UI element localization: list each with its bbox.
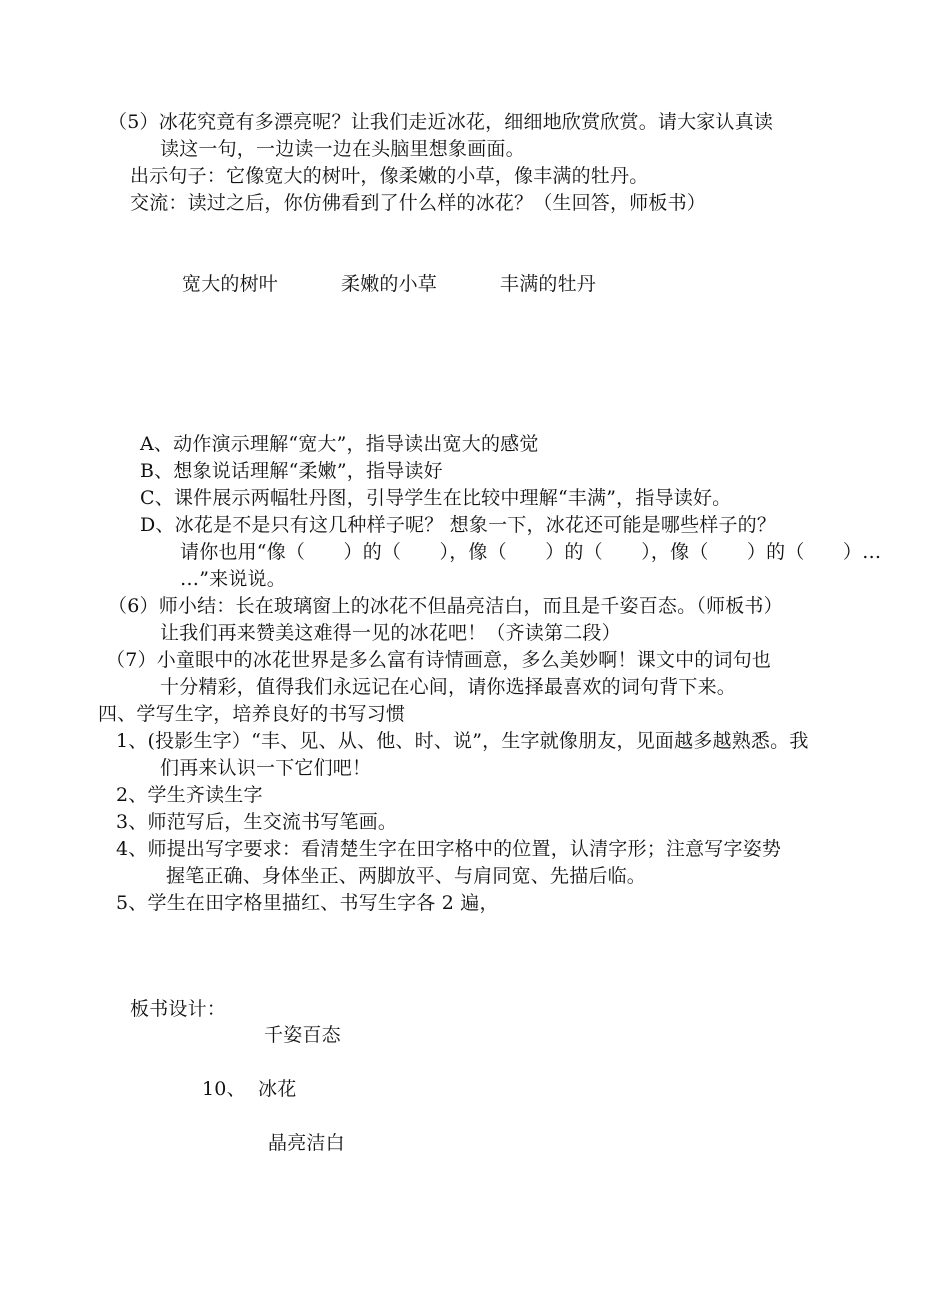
item-c: C、课件展示两幅牡丹图，引导学生在比较中理解“丰满”，指导读好。 (140, 487, 732, 509)
paragraph-5-line-2: 读这一句，一边读一边在头脑里想象画面。 (160, 138, 525, 160)
board-word-2: 柔嫩的小草 (341, 273, 438, 295)
item-a: A、动作演示理解“宽大”，指导读出宽大的感觉 (140, 433, 539, 455)
step-1-line-2: 们再来认识一下它们吧！ (160, 757, 372, 779)
exchange-line: 交流：读过之后，你仿佛看到了什么样的冰花？（生回答，师板书） (130, 192, 707, 214)
item-d-line-1: D、冰花是不是只有这几种样子呢？ 想象一下，冰花还可能是哪些样子的？ (140, 514, 777, 536)
board-lesson-title: 冰花 (258, 1078, 297, 1100)
board-word-3: 丰满的牡丹 (500, 273, 597, 295)
paragraph-7-line-2: 十分精彩，值得我们永远记在心间，请你选择最喜欢的词句背下来。 (160, 676, 737, 698)
board-top-text: 千姿百态 (264, 1024, 341, 1046)
board-word-1: 宽大的树叶 (182, 273, 279, 295)
paragraph-7-line-1: （7）小童眼中的冰花世界是多么富有诗情画意，多么美妙啊！课文中的词句也 (106, 649, 772, 671)
section-4-title: 四、学写生字，培养良好的书写习惯 (98, 703, 406, 725)
item-b: B、想象说话理解“柔嫩”，指导读好 (140, 460, 443, 482)
paragraph-6-line-2: 让我们再来赞美这难得一见的冰花吧！（齐读第二段） (160, 622, 621, 644)
item-d-line-3: …”来说说。 (180, 568, 286, 590)
step-3: 3、师范写后，生交流书写笔画。 (116, 811, 398, 833)
paragraph-5-line-1: （5）冰花究竟有多漂亮呢？让我们走近冰花，细细地欣赏欣赏。请大家认真读 (108, 111, 774, 133)
step-4-line-1: 4、师提出写字要求：看清楚生字在田字格中的位置，认清字形；注意写字姿势 (116, 838, 782, 860)
board-lesson-number: 10、 (202, 1078, 246, 1100)
step-5: 5、学生在田字格里描红、书写生字各 2 遍， (116, 892, 499, 914)
board-bottom-text: 晶亮洁白 (268, 1132, 345, 1154)
step-4-line-2: 握笔正确、身体坐正、两脚放平、与肩同宽、先描后临。 (166, 865, 647, 887)
board-design-label: 板书设计： (130, 998, 227, 1020)
item-d-line-2: 请你也用“像（ ）的（ ），像（ ）的（ ），像（ ）的（ ）… (180, 541, 882, 563)
step-1-line-1: 1、(投影生字）“丰、见、从、他、时、说”，生字就像朋友，见面越多越熟悉。我 (116, 730, 809, 752)
paragraph-6-line-1: （6）师小结：长在玻璃窗上的冰花不但晶亮洁白，而且是千姿百态。（师板书） (108, 595, 783, 617)
step-2: 2、学生齐读生字 (116, 784, 263, 806)
show-sentence: 出示句子：它像宽大的树叶，像柔嫩的小草，像丰满的牡丹。 (130, 165, 649, 187)
